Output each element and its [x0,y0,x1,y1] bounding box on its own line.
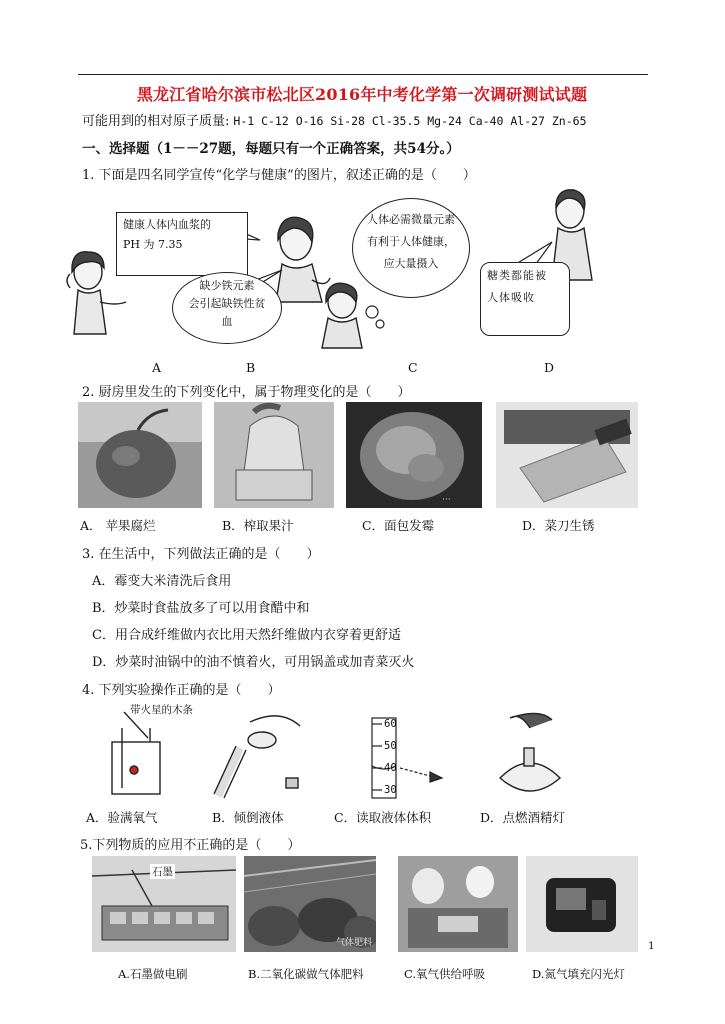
page-title: 黑龙江省哈尔滨市松北区2016年中考化学第一次调研测试试题 [136,85,588,104]
boy-figure-b [276,217,330,302]
photo-rusty-knife [496,402,638,508]
cylinder-figure [372,718,442,798]
photo-tram-graphite [92,856,236,952]
cylinder-tick-30: 30 [384,784,397,796]
q3-stem: 3. 在生活中，下列做法正确的是（ ） [82,547,320,562]
q4-option-d: D．点燃酒精灯 [480,810,566,825]
q1-bubble-b: 缺少铁元素 会引起缺铁性贫 血 [172,272,282,344]
cylinder-tick-60: 60 [384,718,397,730]
q1-bubble-d: 糖类都能被 人体吸收 [480,262,570,336]
q3-option-d: D．炒菜时油锅中的油不慎着火，可用锅盖或加青菜灭火 [92,655,415,670]
q2-option-a: A． 苹果腐烂 [80,518,156,533]
q4-illustration [90,708,590,804]
boy-figure-c [322,283,362,348]
svg-text:···: ··· [442,495,451,505]
cylinder-tick-50: 50 [384,740,397,752]
q1-stem: 1. 下面是四名同学宣传“化学与健康”的图片，叙述正确的是（ ） [82,168,476,183]
photo-flash-lamp [526,856,638,952]
atomic-masses-label: 可能用到的相对原子质量: [82,114,230,129]
cylinder-tick-40: 40 [384,762,397,774]
q1-bubble-a: 健康人体内血浆的 PH 为 7.35 [116,212,248,276]
photo-rotten-apple [78,402,202,508]
atomic-masses-values: H-1 C-12 O-16 Si-28 Cl-35.5 Mg-24 Ca-40 Al-27 Zn-65 [233,114,587,128]
q1-label-d: D [544,360,555,375]
q4-option-c: C．读取液体体积 [334,810,432,825]
q2-option-b: B．榨取果汁 [222,518,294,533]
section-heading: 一、选择题（1－－27题，每题只有一个正确答案，共54分。） [82,141,460,157]
photo-juicer [214,402,334,508]
q1-label-b: B [246,360,256,375]
page-number: 1 [648,940,655,952]
q1-label-a: A [152,360,162,375]
q4-option-b: B．倾倒液体 [212,810,284,825]
q5-option-b: B.二氧化碳做气体肥料 [248,967,364,981]
q3-option-c: C．用合成纤维做内衣比用天然纤维做内衣穿着更舒适 [92,628,401,643]
top-rule [78,74,648,75]
q5-stem: 5.下列物质的应用不正确的是（ ） [80,838,301,853]
q2-option-d: D．菜刀生锈 [522,518,595,533]
photo-a-caption: 石墨 [152,866,173,878]
q1-label-c: C [408,360,418,375]
q5-option-d: D.氮气填充闪光灯 [532,967,625,981]
atomic-masses-line [82,110,587,129]
photo-surgery [398,856,518,952]
q2-option-c: C．面包发霉 [362,518,435,533]
alcohol-lamp-figure [500,713,560,791]
q4-stem: 4. 下列实验操作正确的是（ ） [82,683,281,698]
gas-bottle-figure [112,712,160,794]
q5-option-a: A.石墨做电刷 [118,967,188,981]
q3-option-a: A．霉变大米清洗后食用 [92,574,232,589]
q5-option-c: C.氧气供给呼吸 [404,967,486,981]
test-tube-figure [214,716,300,798]
photo-moldy-bread [346,402,482,508]
photo-b-caption: 气体肥料 [335,938,372,948]
photo-greenhouse [244,856,376,952]
q1-bubble-c: 人体必需微量元素 有利于人体健康， 应大量摄入 [352,198,470,298]
q2-stem: 2. 厨房里发生的下列变化中，属于物理变化的是（ ） [82,385,411,400]
q4-option-a: A．验满氧气 [86,810,158,825]
q4-figure-caption: 带火星的木条 [130,704,193,716]
q3-option-b: B．炒菜时食盐放多了可以用食醋中和 [92,601,310,616]
